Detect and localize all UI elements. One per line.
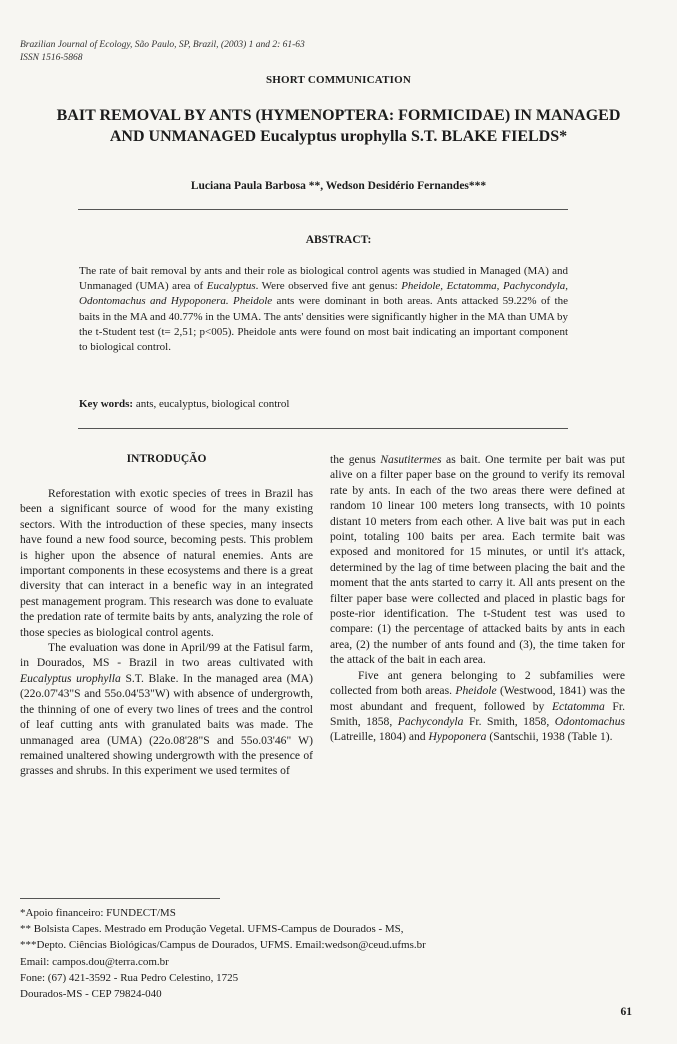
keywords-text: ants, eucalyptus, biological control — [133, 398, 290, 410]
abstract-body — [79, 264, 568, 355]
section-label: SHORT COMMUNICATION — [265, 74, 412, 86]
authors: Luciana Paula Barbosa **, Wedson Desidério Fernandes*** — [190, 180, 487, 192]
journal-issn: ISSN 1516-5868 — [20, 53, 83, 63]
title-line2 — [20, 126, 657, 147]
right-column — [330, 452, 625, 745]
results-text-d: Fr. Smith, 1858, — [463, 714, 555, 728]
footnote-5: Fone: (67) 421-3592 - Rua Pedro Celestino, 1725 — [20, 971, 239, 984]
footnote-4: Email: campos.dou@terra.com.br — [20, 955, 169, 968]
footnote-6: Dourados-MS - CEP 79824-040 — [20, 988, 162, 1001]
title-species-name: Eucalyptus urophylla — [260, 128, 407, 145]
divider-bottom — [78, 428, 568, 429]
results-paragraph — [330, 668, 625, 745]
footnote-3: ***Depto. Ciências Biológicas/Campus de Dourados, UFMS. Email:wedson@ceud.ufms.br — [20, 939, 426, 952]
intro-paragraph-2 — [20, 640, 313, 779]
journal-citation-line1: Brazilian Journal of Ecology, São Paulo, SP, Brazil, (2003) 1 and 2: 61-63 — [20, 40, 305, 50]
abstract-italic-1: Eucalyptus — [206, 280, 256, 293]
left-column — [20, 486, 313, 779]
divider-top — [78, 209, 568, 210]
methods-text-b: as bait. One termite per bait was put alive on a filter paper base on the ground to verify its removal rate by ants. In each of the two areas there were defined at random 10 linear 100 meters long transects, with 10 points distant 10 meters from each other. A live bait was put in each point, totaling 100 baits per area. Each termite bait was exposed and monitored for 15 minutes, or until it's attack, determined by the lag of time between placing the bait and the moment that the ants started to carry it. All ants present on the filter paper base were collected and placed in plastic bags for poste-rior identification. The t-Student test was used to compare: (1) the percentage of attacked baits by ants in each area, (2) the number of ants found and (3), the time taken for the attack of the bait in each area. — [330, 453, 626, 667]
results-text-b: (Westwood, 1841) was the most abundant and frequent, followed by — [330, 684, 625, 713]
abstract-genera: Pheidole, Ectatomma, Pachycondyla, Odontomachus and Hypoponera. Pheidole — [79, 280, 568, 308]
journal-citation — [20, 39, 305, 65]
results-text-f: (Santschii, 1938 (Table 1). — [486, 730, 613, 744]
results-genus-3: Pachycondyla — [397, 714, 464, 728]
title-line2-part-c: S.T. BLAKE FIELDS* — [406, 128, 568, 145]
keywords — [79, 398, 568, 410]
footnote-2: ** Bolsista Capes. Mestrado em Produção Vegetal. UFMS-Campus de Dourados - MS, — [20, 923, 404, 936]
abstract-heading: ABSTRACT: — [305, 234, 372, 246]
methods-genus: Nasutitermes — [380, 453, 442, 466]
intro-p2-text-a: The evaluation was done in April/99 at the Fatisul farm, in Dourados, MS - Brazil in two areas cultivated with — [20, 641, 313, 670]
paper-title — [20, 105, 657, 147]
footnote-1: *Apoio financeiro: FUNDECT/MS — [20, 907, 176, 919]
results-text-c: Fr. Smith, 1858, — [330, 699, 625, 728]
results-genus-2: Ectatomma — [551, 699, 605, 713]
results-genus-4: Odontomachus — [554, 714, 625, 728]
abstract-text-2: . Were observed five ant genus: — [255, 280, 402, 293]
intro-p2-species: Eucalyptus urophylla — [20, 671, 121, 685]
results-text-e: (Latreille, 1804) and — [330, 730, 429, 744]
footnotes — [20, 905, 426, 1002]
methods-paragraph — [330, 452, 625, 668]
abstract-text-1: The rate of bait removal by ants and their role as biological control agents was studied in Managed (MA) and Unmanaged (UMA) area of — [79, 265, 568, 293]
page-number: 61 — [620, 1006, 632, 1018]
abstract-text-3: ants were dominant in both areas. Ants attacked 59.22% of the baits in the MA and 40.77% in the UMA. The ants' densities were significantly higher in the MA than UMA by the t-Student test (t= 2,51; p<005). Pheidole ants were found on most bait indicating an important component to biological control. — [79, 295, 568, 354]
intro-paragraph-1: Reforestation with exotic species of trees in Brazil has been a significant source of wood for the many existing sectors. With the introduction of these species, many insects have found a new food source, becoming pests. This problem is higher upon the absence of natural enemies. Ants are important components in these ecosystems and there is a great diversity that can interact in a benefic way in an integrated pest management program. This research was done to evaluate the predation rate of termite baits by ants, analyzing the role of those species as biological control agents. — [20, 487, 313, 639]
results-genus-5: Hypoponera — [428, 730, 487, 744]
title-line1: BAIT REMOVAL BY ANTS (HYMENOPTERA: FORMICIDAE) IN MANAGED — [56, 107, 621, 124]
intro-heading: INTRODUÇÃO — [126, 453, 207, 465]
title-line2-part-a: AND UNMANAGED — [109, 128, 261, 145]
footnote-rule — [20, 898, 220, 899]
results-text-a: Five ant genera belonging to 2 subfamilies were collected from both areas. — [330, 668, 625, 698]
intro-p2-text-b: S.T. Blake. In the managed area (MA) (22o.07'43"S and 55o.04'53"W) with absence of undergrowth, the thinning of one of every two lines of trees and the control of leaf cutting ants with granulated baits was made. The unmanaged area (UMA) (22o.08'28"S and 55o.03'46" W) remained unaltered showing undergrowth with the presence of grasses and shrubs. In this experiment we used termites of — [20, 671, 313, 778]
results-genus-1: Pheidole — [455, 684, 497, 698]
keywords-label: Key words: — [79, 398, 134, 410]
methods-text-a: the genus — [330, 453, 381, 466]
